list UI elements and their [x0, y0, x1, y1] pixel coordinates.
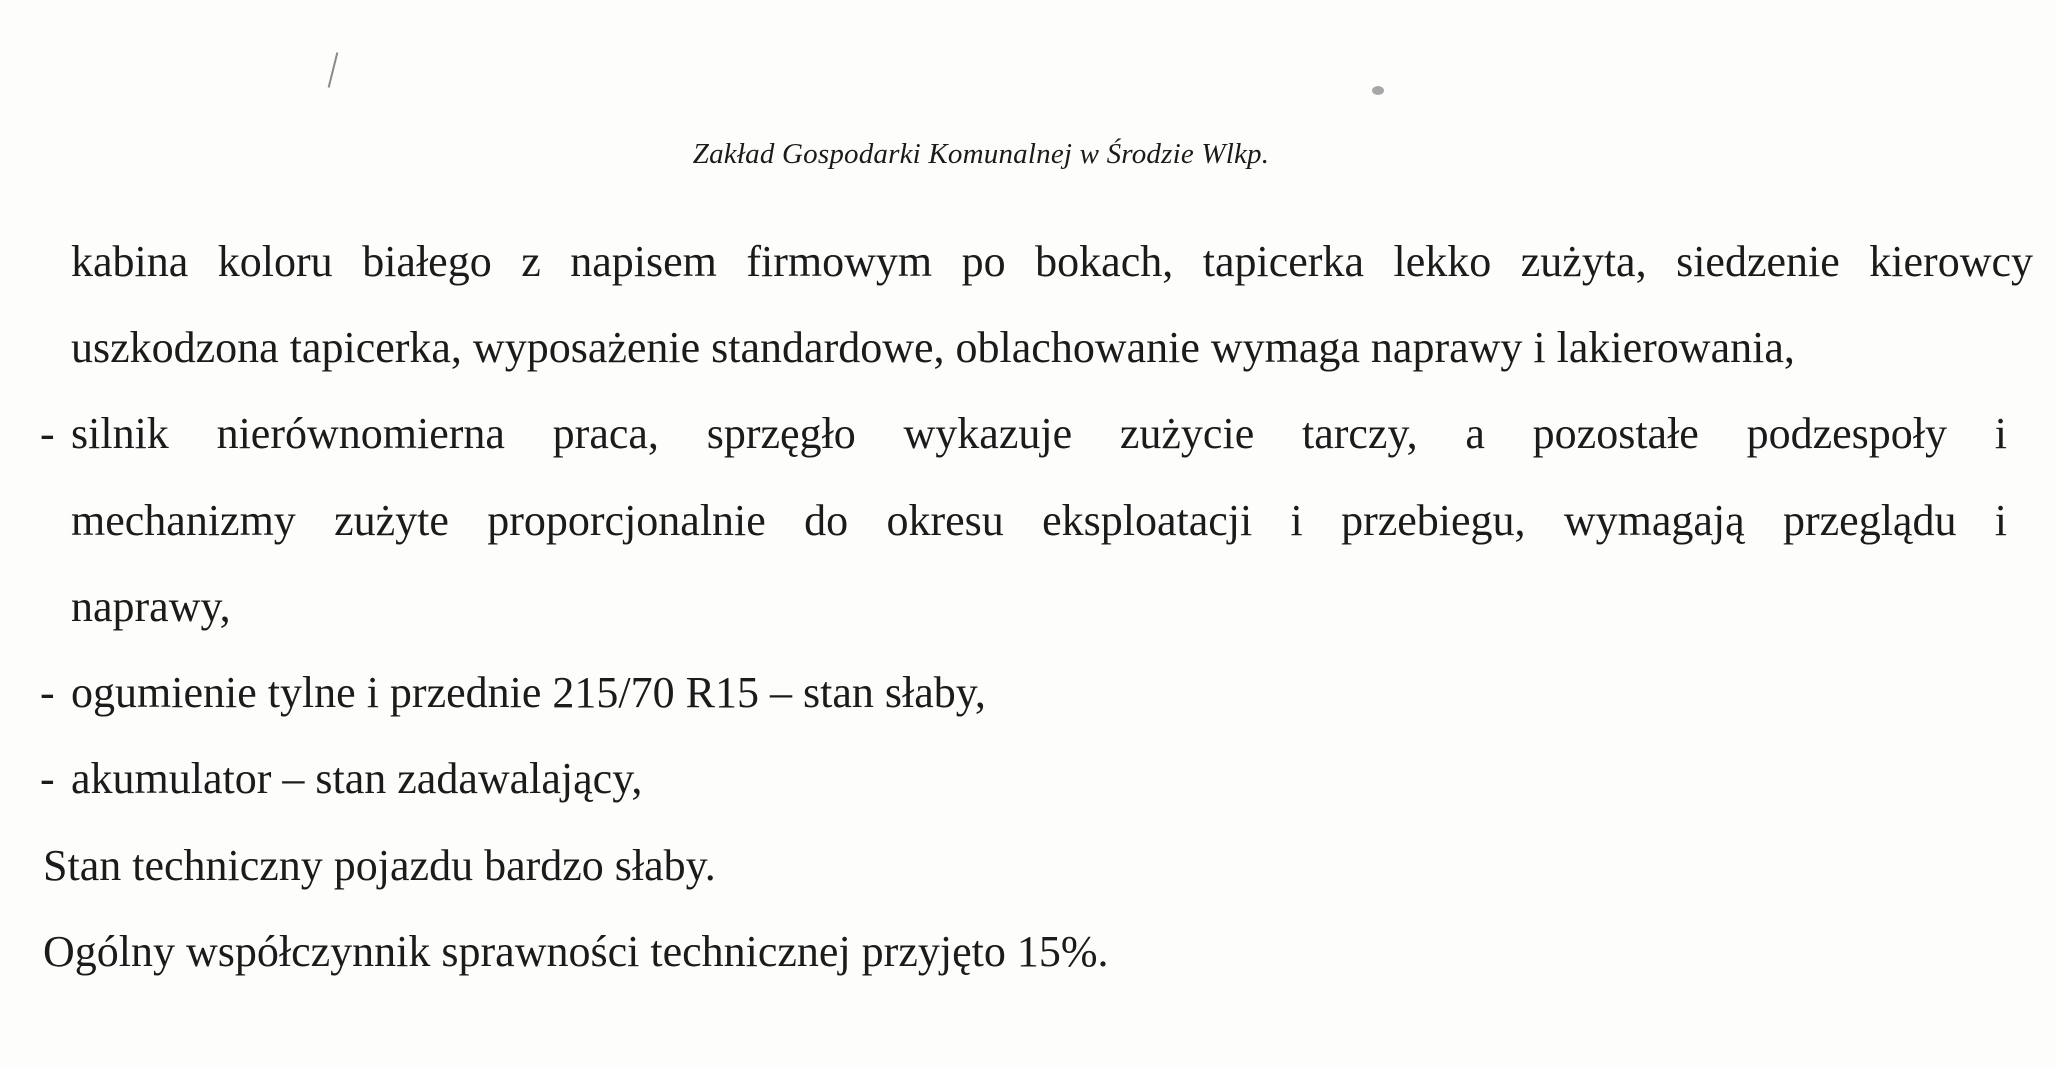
bullet-dash-2: -	[40, 668, 55, 717]
body-line-5: naprawy,	[71, 582, 231, 631]
scan-speck	[1372, 86, 1384, 95]
pen-mark	[328, 52, 339, 87]
document-header: Zakład Gospodarki Komunalnej w Środzie Wlkp.	[692, 138, 1270, 170]
body-line-7: akumulator – stan zadawalający,	[71, 754, 643, 803]
bullet-dash-3: -	[40, 754, 55, 803]
summary-line-condition: Stan techniczny pojazdu bardzo słaby.	[43, 841, 716, 890]
body-line-2	[71, 323, 2017, 372]
body-line-1: kabina koloru białego z napisem firmowym po bokach, tapicerka lekko zużyta, siedzenie kierowcy	[71, 237, 2033, 286]
body-line-3: silnik nierównomierna praca, sprzęgło wykazuje zużycie tarczy, a pozostałe podzespoły i	[71, 409, 2007, 458]
body-line-4: mechanizmy zużyte proporcjonalnie do okresu eksploatacji i przebiegu, wymagają przeglądu i	[71, 496, 2007, 545]
summary-line-coefficient: Ogólny współczynnik sprawności technicznej przyjęto 15%.	[43, 927, 1109, 976]
body-line-6: ogumienie tylne i przednie 215/70 R15 – stan słaby,	[71, 668, 986, 717]
body-line-2-text: uszkodzona tapicerka, wyposażenie standardowe, oblachowanie wymaga naprawy i lakierowania,	[71, 323, 1795, 372]
bullet-dash-1: -	[40, 409, 55, 458]
